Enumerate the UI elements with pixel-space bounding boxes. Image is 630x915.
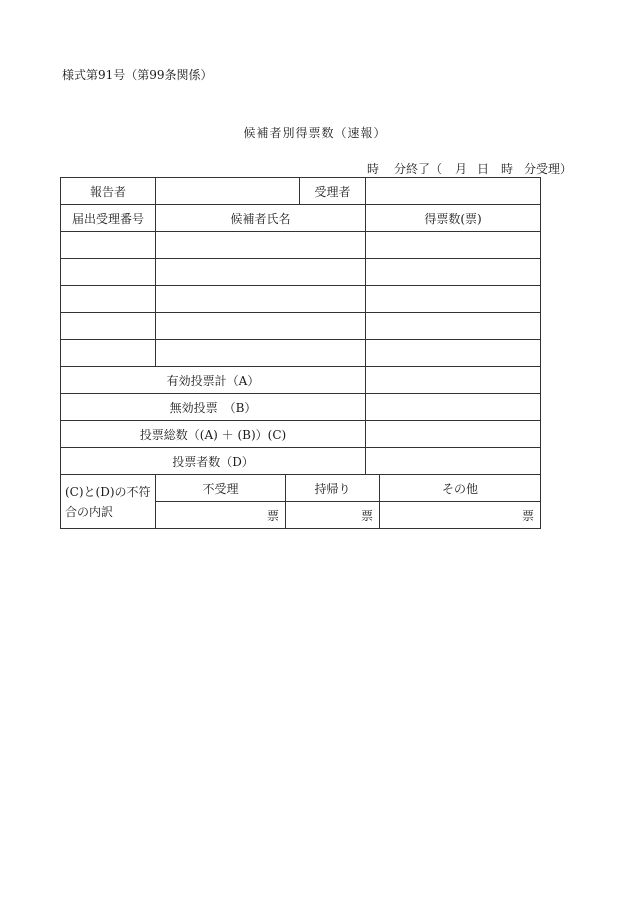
grand-total-value[interactable]: [366, 421, 541, 448]
breakdown-col-not-accepted: 不受理: [156, 475, 286, 502]
votes-header: 得票数(票): [366, 205, 541, 232]
time-minute-received: 分受理）: [524, 162, 573, 176]
vote-count-table: [60, 177, 541, 529]
number-header: 届出受理番号: [61, 205, 156, 232]
invalid-label: 無効投票 （B）: [61, 394, 366, 421]
taken-home-value[interactable]: 票: [286, 502, 380, 529]
time-month: 月: [455, 162, 468, 176]
votes-cell[interactable]: [366, 340, 541, 367]
receiver-field[interactable]: [366, 178, 541, 205]
votes-cell[interactable]: [366, 232, 541, 259]
breakdown-header-row: [61, 475, 541, 502]
candidate-row: [61, 286, 541, 313]
breakdown-label: (C)と(D)の不符合の内訳: [61, 475, 156, 529]
name-cell[interactable]: [156, 286, 366, 313]
time-day: 日: [477, 162, 490, 176]
candidate-row: [61, 232, 541, 259]
number-cell[interactable]: [61, 340, 156, 367]
candidate-row: [61, 259, 541, 286]
votes-cell[interactable]: [366, 313, 541, 340]
number-cell[interactable]: [61, 259, 156, 286]
number-cell[interactable]: [61, 313, 156, 340]
number-cell[interactable]: [61, 232, 156, 259]
time-hour-2: 時: [501, 162, 514, 176]
reporter-label: 報告者: [61, 178, 156, 205]
breakdown-col-other: その他: [380, 475, 541, 502]
time-minute-end: 分終了（: [394, 162, 443, 176]
document-title: 候補者別得票数（速報）: [243, 126, 387, 140]
valid-total-value[interactable]: [366, 367, 541, 394]
form-number: 様式第91号（第99条関係）: [62, 68, 213, 82]
name-cell[interactable]: [156, 340, 366, 367]
name-cell[interactable]: [156, 232, 366, 259]
reporter-row: [61, 178, 541, 205]
grand-total-label: 投票総数（(A) ＋ (B)）(C): [61, 421, 366, 448]
name-header: 候補者氏名: [156, 205, 366, 232]
report-time-line: [367, 160, 573, 176]
candidate-row: [61, 313, 541, 340]
other-value[interactable]: 票: [380, 502, 541, 529]
time-hour: 時: [367, 162, 380, 176]
valid-total-row: [61, 367, 541, 394]
not-accepted-value[interactable]: 票: [156, 502, 286, 529]
name-cell[interactable]: [156, 313, 366, 340]
name-cell[interactable]: [156, 259, 366, 286]
number-cell[interactable]: [61, 286, 156, 313]
reporter-field[interactable]: [156, 178, 300, 205]
header-row: [61, 205, 541, 232]
votes-cell[interactable]: [366, 259, 541, 286]
invalid-value[interactable]: [366, 394, 541, 421]
votes-cell[interactable]: [366, 286, 541, 313]
valid-total-label: 有効投票計（A）: [61, 367, 366, 394]
receiver-label: 受理者: [300, 178, 366, 205]
breakdown-col-taken-home: 持帰り: [286, 475, 380, 502]
grand-total-row: [61, 421, 541, 448]
voters-label: 投票者数（D）: [61, 448, 366, 475]
invalid-row: [61, 394, 541, 421]
voters-row: [61, 448, 541, 475]
voters-value[interactable]: [366, 448, 541, 475]
candidate-row: [61, 340, 541, 367]
